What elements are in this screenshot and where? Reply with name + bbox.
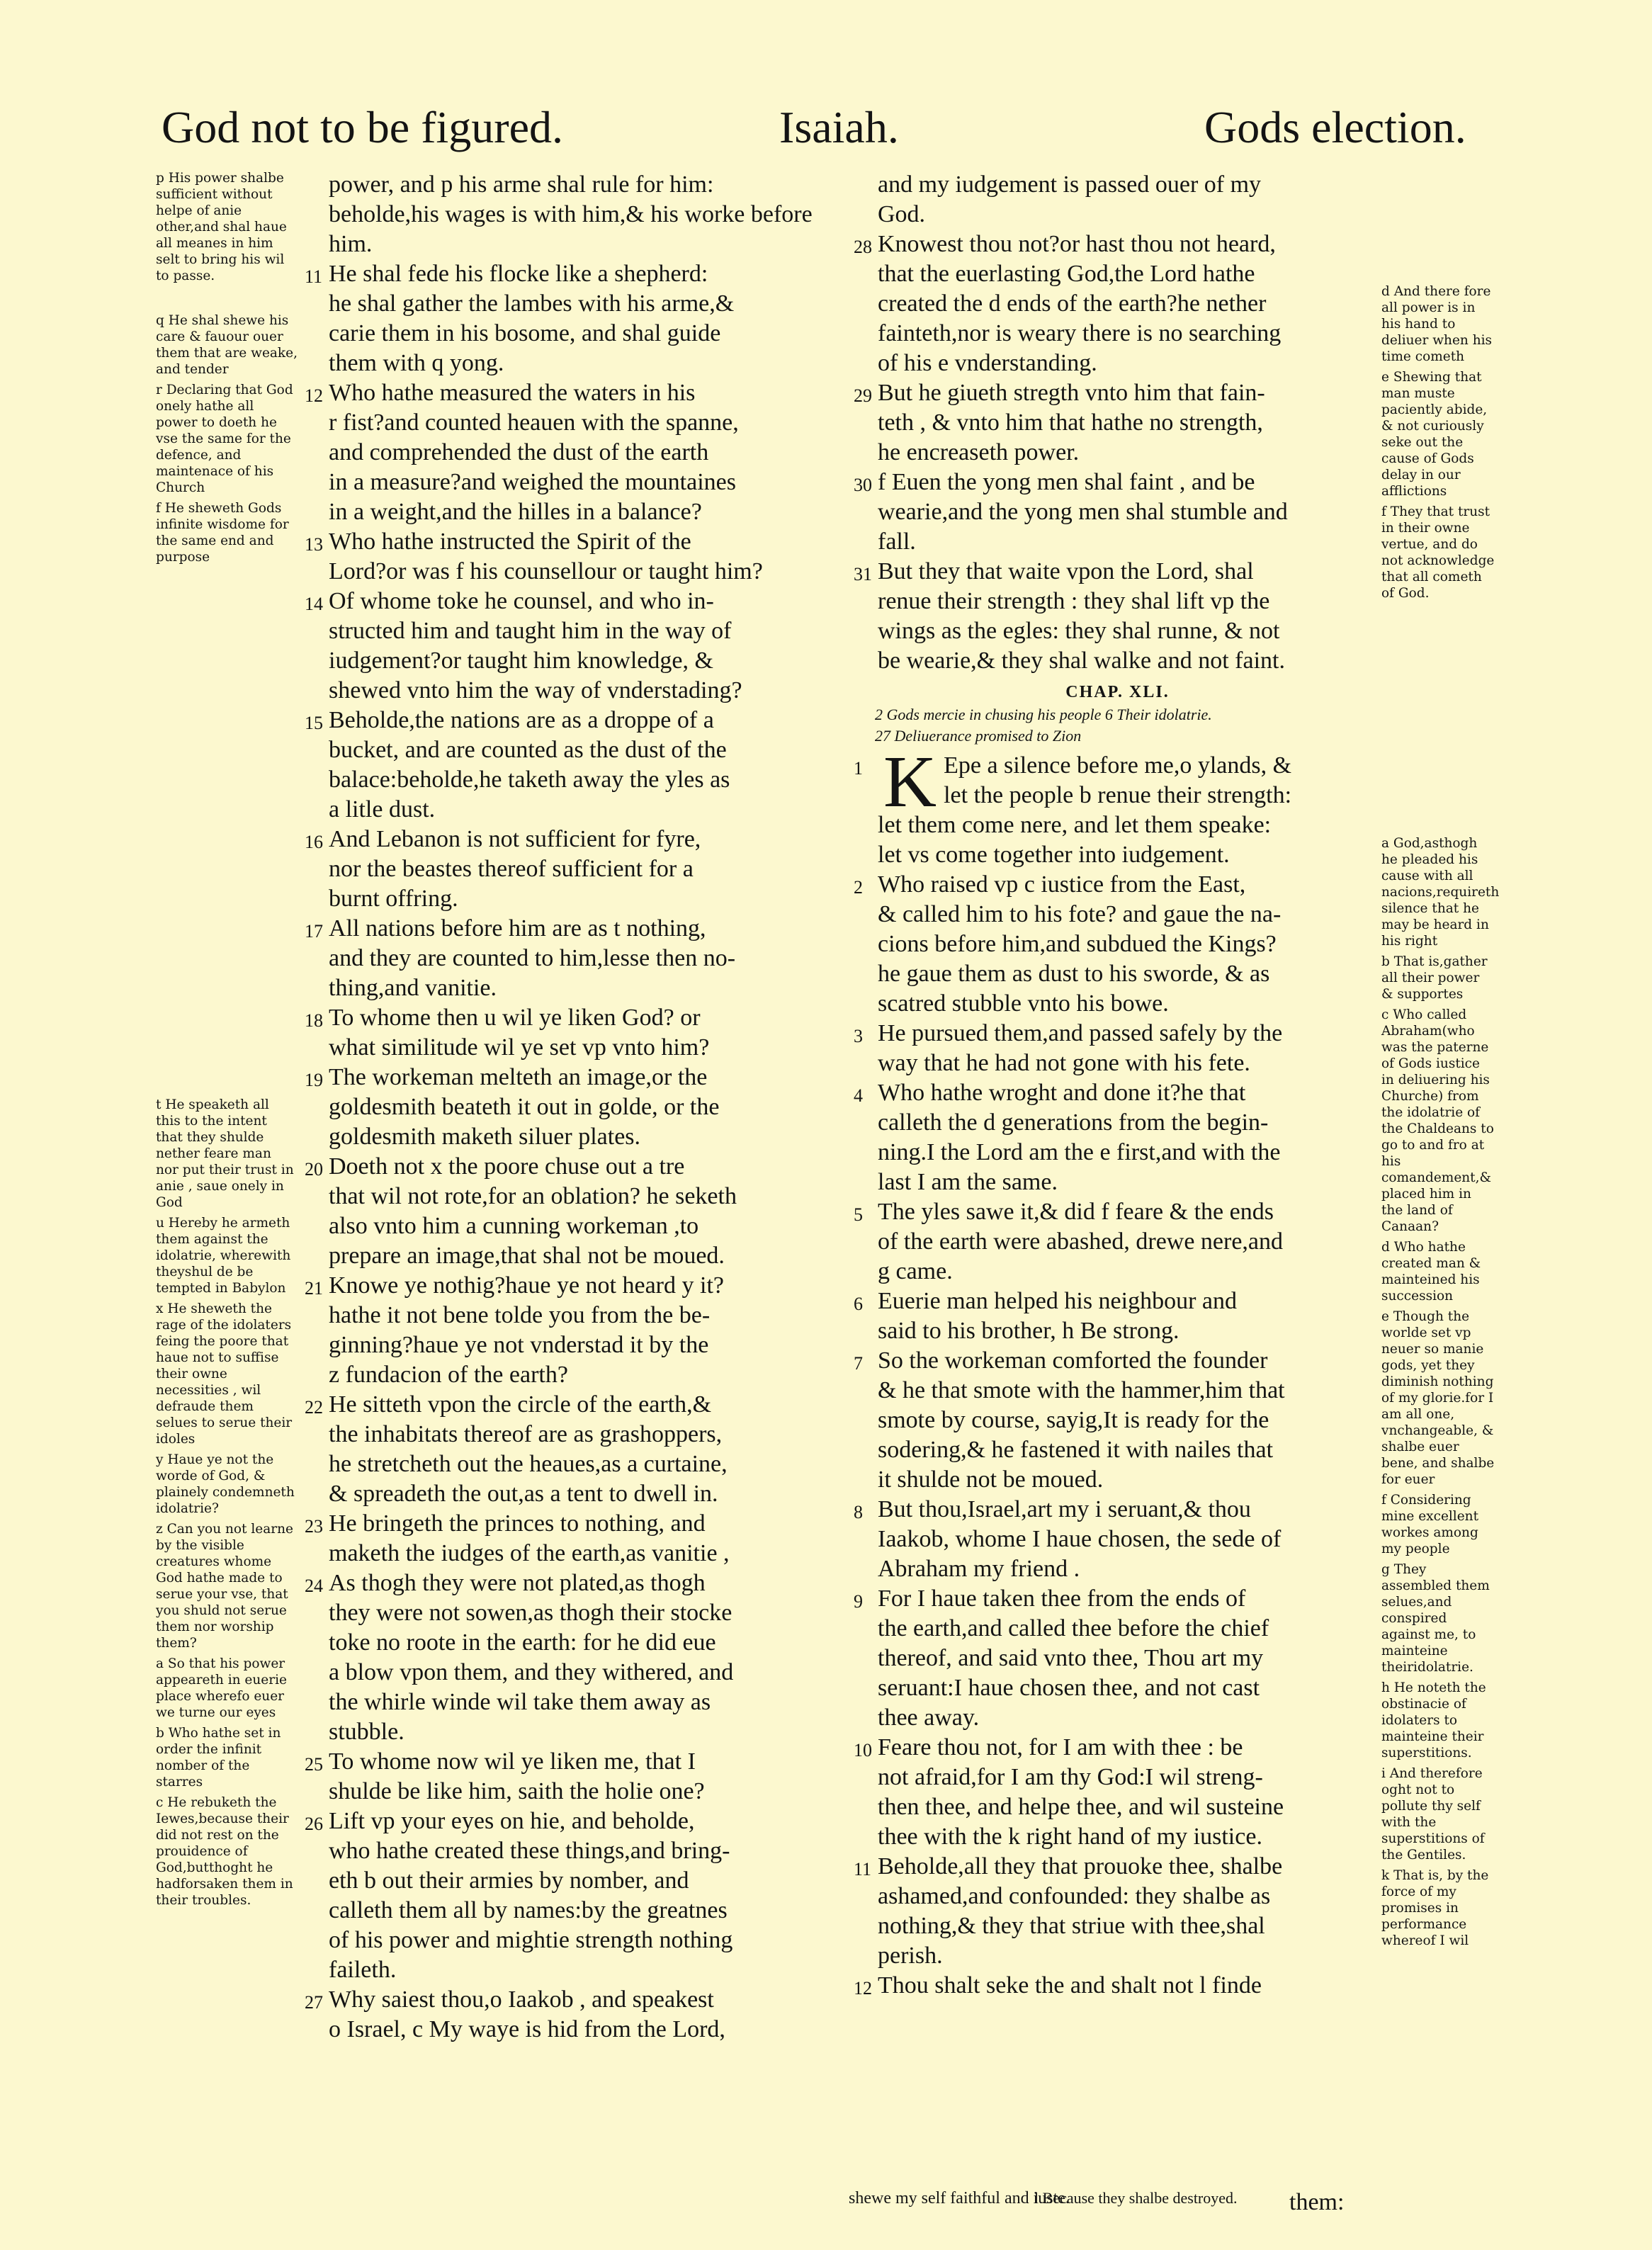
verse-text [329, 914, 843, 1003]
verse-number: 4 [854, 1085, 863, 1106]
chapter-heading: CHAP. XLI. [1065, 683, 1170, 701]
verse [854, 1495, 1381, 1584]
verse-text [329, 1271, 843, 1390]
margin-note: i And therefore oght not to pollute thy self with the superstitions of the Gentiles. [1381, 1766, 1485, 1862]
margin-note: q He shal shewe his care & fauour ouer them that are weake, and tender [156, 313, 298, 377]
verse [854, 1078, 1381, 1197]
verse [305, 825, 843, 914]
verse-number: 2 [854, 877, 863, 898]
margin-note: b That is,gather all their power & supportes [1381, 954, 1488, 1002]
margin-note: e Shewing that man muste paciently abide, & not curiously seke out the cause of Gods delay in our afflictions [1381, 370, 1488, 499]
verse-body: f Euen the yong men shal faint , and be wearie,and the yong men shal stumble and fall. [878, 469, 1288, 555]
verse-text [878, 870, 1381, 1019]
verse-text [329, 1509, 843, 1568]
verse-text [878, 378, 1381, 468]
verse-number: 18 [305, 1010, 323, 1031]
verse-text [878, 1197, 1381, 1287]
running-head-right: Gods election. [1204, 102, 1466, 152]
margin-note: t He speaketh all this to the intent that they shulde nether feare man nor put their trust in anie , saue onely in God [156, 1097, 294, 1210]
verse [854, 1287, 1381, 1346]
verse-text [878, 170, 1381, 230]
verse-number: 26 [305, 1814, 323, 1834]
verse-number: 19 [305, 1070, 323, 1090]
verse-body: All nations before him are as t nothing, and they are counted to him,lesse then no- thing,and vanitie. [329, 915, 736, 1001]
verse-text [329, 1747, 843, 1807]
verse-number: 6 [854, 1294, 863, 1314]
verse [854, 557, 1381, 676]
margin-note: d And there fore all power is in his hand to deliuer when his time cometh [1381, 284, 1493, 364]
verse-number: 21 [305, 1278, 323, 1299]
verse [305, 914, 843, 1003]
margin-note: f Considering mine excellent workes among my people [1381, 1493, 1479, 1556]
verse-number: 27 [305, 1992, 323, 2013]
margin-note: f They that trust in their owne vertue, and do not acknowledge that all cometh of God. [1381, 504, 1495, 601]
margin-note: h He noteth the obstinacie of idolaters to mainteine their superstitions. [1381, 1680, 1486, 1760]
catchword: them: [1289, 2189, 1345, 2215]
verse [854, 170, 1381, 230]
verse-number: 3 [854, 1026, 863, 1046]
verse [854, 1346, 1381, 1495]
verse-number [854, 170, 878, 230]
verse-body: Thou shalt seke the and shalt not l finde [878, 1972, 1262, 1999]
verse-number: 12 [305, 385, 323, 406]
verse [305, 259, 843, 378]
verse-text [878, 1584, 1381, 1733]
verse [305, 378, 843, 527]
verse-body: Beholde,the nations are as a droppe of a bucket, and are counted as the dust of the balace:beholde,he taketh away the yles as a litle dust. [329, 707, 730, 822]
verse-text [329, 706, 843, 825]
verse [305, 170, 843, 259]
margin-note: a So that his power appeareth in euerie place wherefo euer we turne our eyes [156, 1656, 287, 1720]
margin-note: p His power shalbe sufficient without helpe of anie other,and shal haue all meanes in him selt to bring his wil to passe. [156, 171, 287, 283]
left-margin-notes [156, 170, 298, 1913]
verse-text [329, 527, 843, 587]
verse [305, 1152, 843, 1271]
verse-body: So the workeman comforted the founder & he that smote with the hammer,him that smote by course, sayig,It is ready for the sodering,& he fastened it with nailes that it shulde not be moued. [878, 1347, 1285, 1493]
margin-note: a God,asthogh he pleaded his cause with all nacions,requireth silence that he may be heard in his right [1381, 836, 1500, 949]
right-margin-notes [1381, 170, 1500, 1953]
verse-body: Who hathe measured the waters in his r fist?and counted heauen with the spanne, and comprehended the dust of the earth in a measure?and weighed the mountaines in a weight,and the hilles in a balance? [329, 380, 739, 525]
verse-number: 29 [854, 385, 872, 406]
margin-note: c Who called Abraham(who was the paterne of Gods iustice in deliuering his Churche) from the idolatrie of the Chaldeans to go to and fro at his comandement,& placed him in the land of Canaan? [1381, 1007, 1494, 1234]
verse [305, 1807, 843, 1985]
verse-number: 12 [854, 1978, 872, 1999]
verse [854, 1733, 1381, 1852]
verse-text [878, 1078, 1381, 1197]
drop-cap: K [883, 741, 937, 822]
verse-number: 31 [854, 564, 872, 584]
verse-number: 11 [305, 266, 323, 287]
verse-number: 16 [305, 832, 323, 852]
verse-body: But he giueth stregth vnto him that fain- teth , & vnto him that hathe no strength, he encreaseth power. [878, 380, 1265, 465]
right-column [854, 170, 1381, 2003]
verse [305, 587, 843, 706]
verse-number: 14 [305, 594, 323, 614]
margin-note: e Though the worlde set vp neuer so manie gods, yet they diminish nothing of my glorie.for I am all one, vnchangeable, & shalbe euer bene, and shalbe for euer [1381, 1309, 1495, 1487]
verse-number: 5 [854, 1204, 863, 1225]
verse-text [878, 1346, 1381, 1495]
verse-body: Why saiest thou,o Iaakob , and speakest o Israel, c My waye is hid from the Lord, [329, 1986, 725, 2042]
verse-text [329, 1152, 843, 1271]
verse-text [878, 1287, 1381, 1346]
verse-text [329, 1807, 843, 1985]
verse-body: Knowe ye nothig?haue ye not heard y it? hathe it not bene tolde you from the be- ginning?haue ye not vnderstad it by the z fundacion of the earth? [329, 1272, 724, 1388]
verse-text [878, 1019, 1381, 1078]
verse-number: 20 [305, 1159, 323, 1180]
verse-text [329, 259, 843, 378]
verse-number: 8 [854, 1502, 863, 1522]
verse [854, 468, 1381, 557]
verse-text [878, 1495, 1381, 1584]
margin-note: d Who hathe created man & mainteined his succession [1381, 1240, 1481, 1304]
verse-text [878, 1852, 1381, 1971]
verse-text [329, 1985, 843, 2045]
margin-note: c He rebuketh the Iewes,because their did not rest on the prouidence of God,butthoght he hadforsaken them in their troubles. [156, 1795, 293, 1908]
verse-text [878, 557, 1381, 676]
verse-body: power, and p his arme shal rule for him: beholde,his wages is with him,& his worke before him. [329, 171, 813, 257]
verse-number: 11 [854, 1859, 872, 1879]
bottom-note-left: shewe my self faithful and iuste. [849, 2189, 1070, 2207]
verse-text [878, 230, 1381, 378]
verse-body: Lift vp your eyes on hie, and beholde, who hathe created these things,and bring- eth b out their armies by nomber, and calleth them all by names:by the greatnes of his power and mightie strength nothing faileth. [329, 1808, 733, 1983]
verse-text [329, 378, 843, 527]
verse-number: 28 [854, 237, 872, 257]
verse-text [329, 587, 843, 706]
verse-body: But thou,Israel,art my i seruant,& thou Iaakob, whome I haue chosen, the sede of Abraham my friend . [878, 1496, 1282, 1582]
verse [305, 1747, 843, 1807]
verse [305, 1568, 843, 1747]
verse-number: 25 [305, 1754, 323, 1775]
verse-body: Who raised vp c iustice from the East, & called him to his fote? and gaue the na- cions before him,and subdued the Kings? he gaue them as dust to his sworde, & as scatred stubble vnto his bowe. [878, 871, 1282, 1017]
verse [854, 1852, 1381, 1971]
bottom-note-mid: l Because they shalbe destroyed. [1034, 2189, 1238, 2207]
verse-body: Knowest thou not?or hast thou not heard, that the euerlasting God,the Lord hathe created the d ends of the earth?he nether fainteth,nor is weary there is no searching of his e vnderstanding. [878, 231, 1282, 376]
verse-body: The yles sawe it,& did f feare & the ends of the earth were abashed, drewe nere,and g came. [878, 1199, 1284, 1284]
verse [305, 1509, 843, 1568]
verse-body: Of whome toke he counsel, and who in- structed him and taught him in the way of iudgement?or taught him knowledge, & shewed vnto him the way of vnderstading? [329, 588, 742, 703]
verse-number: 17 [305, 921, 323, 942]
verse-number: 22 [305, 1397, 323, 1418]
verse-text [329, 1568, 843, 1747]
verse-body: To whome then u wil ye liken God? or what similitude wil ye set vp vnto him? [329, 1005, 710, 1061]
margin-note: z Can you not learne by the visible creatures whome God hathe made to serue your vse, that you shuld not serue them nor worship them? [156, 1522, 293, 1651]
verse-text [878, 741, 1381, 870]
verse-body: Euerie man helped his neighbour and said to his brother, h Be strong. [878, 1288, 1238, 1344]
verse-number: 7 [854, 1353, 863, 1374]
verse-body: He bringeth the princes to nothing, and maketh the iudges of the earth,as vanitie , [329, 1510, 730, 1566]
verse-body: and my iudgement is passed ouer of my God. [878, 171, 1262, 227]
margin-note: g They assembled them selues,and conspired against me, to mainteine theiridolatrie. [1381, 1562, 1490, 1675]
verse-body: But they that waite vpon the Lord, shal renue their strength : they shal lift vp the wings as the egles: they shal runne, & not be wearie,& they shal walke and not faint. [878, 558, 1285, 674]
verse-text [329, 170, 843, 259]
verse-body: Who hathe instructed the Spirit of the Lord?or was f his counsellour or taught him? [329, 528, 763, 584]
running-head-center: Isaiah. [779, 102, 899, 152]
margin-note: y Haue ye not the worde of God, & plainely condemneth idolatrie? [156, 1452, 295, 1516]
verse [305, 1003, 843, 1063]
verse-body: And Lebanon is not sufficient for fyre, nor the beastes thereof sufficient for a burnt offring. [329, 826, 701, 912]
verse [854, 1971, 1381, 2003]
margin-note: r Declaring that God onely hathe all power to doeth he vse the same for the defence, and maintenace of his Church [156, 383, 293, 495]
verse-body: Beholde,all they that prouoke thee, shalbe ashamed,and confounded: they shalbe as nothing,& they that striue with thee,shal perish. [878, 1853, 1283, 1969]
verse-text [329, 1390, 843, 1509]
margin-note: b Who hathe set in order the infinit nomber of the starres [156, 1726, 281, 1790]
verse-body: Feare thou not, for I am with thee : be not afraid,for I am thy God:I wil streng- then thee, and helpe thee, and wil susteine thee with the k right hand of my iustice. [878, 1734, 1284, 1850]
verse-body: Who hathe wroght and done it?he that calleth the d generations from the begin- ning.I the Lord am the e first,and with the last I am the same. [878, 1080, 1281, 1195]
verse-body: For I haue taken thee from the ends of the earth,and called thee before the chief thereof, and said vnto thee, Thou art my seruant:I haue chosen thee, and not cast thee away. [878, 1585, 1269, 1731]
verse [305, 527, 843, 587]
verse-body: He sitteth vpon the circle of the earth,& the inhabitats thereof are as grashoppers, he stretcheth out the heaues,as a curtaine, & spreadeth the out,as a tent to dwell in. [329, 1391, 728, 1507]
verse [305, 706, 843, 825]
verse-body: As thogh they were not plated,as thogh they were not sowen,as thogh their stocke toke no roote in the earth: for he did eue a blow vpon them, and they withered, and the whirle winde wil take them away as stubble. [329, 1570, 734, 1745]
verse [305, 1985, 843, 2045]
verse [305, 1063, 843, 1152]
verse-text [878, 468, 1381, 557]
verse-text [329, 825, 843, 914]
verse-body: Epe a silence before me,o ylands, & let the people b renue their strength: let them come nere, and let them speake: let vs come together into iudgement. [878, 752, 1292, 868]
verse-body: He shal fede his flocke like a shepherd: he shal gather the lambes with his arme,& carie them in his bosome, and shal guide them with q yong. [329, 261, 735, 376]
verse-number: 30 [854, 475, 872, 495]
verse-text [878, 1971, 1381, 2003]
verse-text [878, 1733, 1381, 1852]
verse-text [329, 1003, 843, 1063]
verse-number: 1 [854, 758, 863, 779]
margin-note: f He sheweth Gods infinite wisdome for the same end and purpose [156, 501, 289, 565]
verse-body: Doeth not x the poore chuse out a tre that wil not rote,for an oblation? he seketh also vnto him a cunning workeman ,to prepare an image,that shal not be moued. [329, 1153, 737, 1269]
verse [854, 378, 1381, 468]
verse [854, 1584, 1381, 1733]
margin-note: k That is, by the force of my promises in performance whereof I wil [1381, 1868, 1489, 1948]
verse-number: 9 [854, 1591, 863, 1612]
verse [854, 1197, 1381, 1287]
margin-note: u Hereby he armeth them against the idolatrie, wherewith theyshul de be tempted in Babylon [156, 1216, 291, 1296]
running-head-left: God not to be figured. [162, 102, 563, 152]
verse-number: 15 [305, 713, 323, 733]
verse-number: 13 [305, 534, 323, 555]
verse-text [329, 1063, 843, 1152]
verse-number [305, 170, 329, 259]
verse-number: 24 [305, 1576, 323, 1596]
verse-body: To whome now wil ye liken me, that I shulde be like him, saith the holie one? [329, 1748, 705, 1804]
verse [305, 1271, 843, 1390]
verse-number: 10 [854, 1740, 872, 1760]
verse-body: He pursued them,and passed safely by the way that he had not gone with his fete. [878, 1020, 1283, 1076]
verse [854, 870, 1381, 1019]
verse-number: 23 [305, 1516, 323, 1537]
verse [854, 741, 1381, 870]
verse-body: The workeman melteth an image,or the goldesmith beateth it out in golde, or the goldesmith maketh siluer plates. [329, 1064, 720, 1150]
verse [305, 1390, 843, 1509]
chapter-summary: 2 Gods mercie in chusing his people 6 Their idolatrie. 27 Deliuerance promised to Zion [875, 706, 1212, 745]
verse [854, 230, 1381, 378]
verse [854, 1019, 1381, 1078]
main-column [305, 170, 843, 2045]
margin-note: x He sheweth the rage of the idolaters feing the poore that haue not to suffise their owne necessities , wil defraude them selues to serue their idoles [156, 1301, 293, 1447]
